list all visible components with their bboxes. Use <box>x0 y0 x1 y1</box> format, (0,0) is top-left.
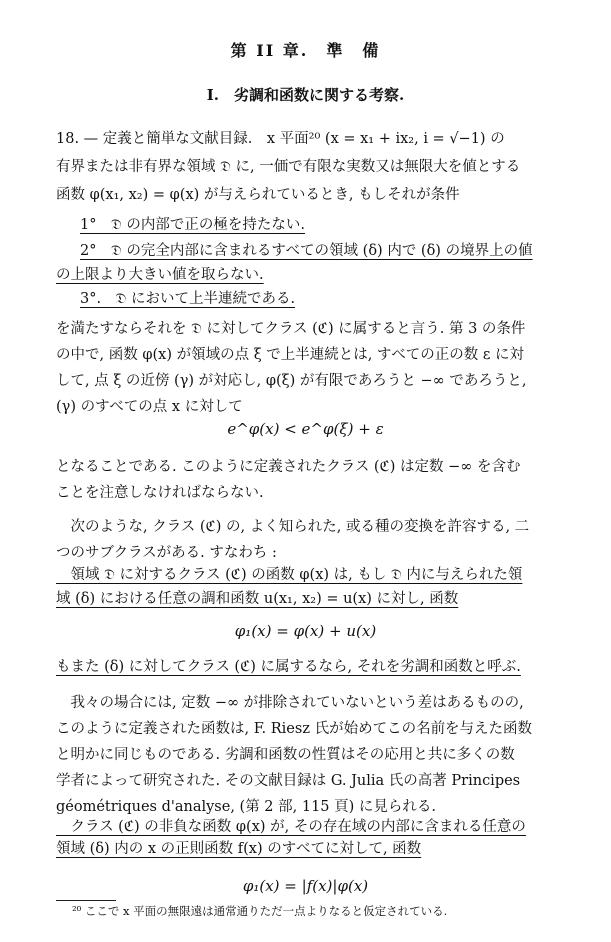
text-line: 領域 𝔇 に対するクラス (ℭ) の函数 φ(x) は, もし 𝔇 内に与えられた領 <box>56 567 523 583</box>
formula: φ₁(x) = φ(x) + u(x) <box>234 622 377 640</box>
text-line: の中で, 函数 φ(x) が領域の点 ξ で上半連続とは, すべての正の数 ε に対 <box>56 347 524 363</box>
text-line: 函数 φ(x₁, x₂) = φ(x) が与えられているとき, もしそれが条件 <box>56 187 460 203</box>
text-line: を満たすならそれを 𝔇 に対してクラス (ℭ) に属すると言う. 第 3 の条件 <box>56 321 526 337</box>
footnote: ²⁰ ここで x 平面の無限遠は通常通りただ一点よりなると仮定されている. <box>72 904 448 918</box>
text-line: もまた (δ) に対してクラス (ℭ) に属するなら, それを劣調和函数と呼ぶ. <box>56 659 521 675</box>
text-line: 我々の場合には, 定数 −∞ が排除されていないという差はあるものの, <box>56 695 524 711</box>
text-line: 2° 𝔇 の完全内部に含まれるすべての領域 (δ) 内で (δ) の境界上の値 <box>80 243 533 259</box>
chapter-title: 第 II 章. 準 備 <box>230 41 381 60</box>
text-line: と明かに同じものである. 劣調和函数の性質はその応用と共に多くの数 <box>56 747 515 763</box>
text-line: 域 (δ) における任意の調和函数 u(x₁, x₂) = u(x) に対し, 函数 <box>56 591 459 607</box>
text-line: クラス (ℭ) の非負な函数 φ(x) が, その存在域の内部に含まれる任意の <box>56 819 526 835</box>
text-line: ことを注意しなければならない. <box>56 485 264 501</box>
text-line: 有界または非有界な領域 𝔇 に, 一価で有限な実数又は無限大を値とする <box>56 159 521 175</box>
text-line: となることである. このように定義されたクラス (ℭ) は定数 −∞ を含む <box>56 459 521 475</box>
text-line: 18. — 定義と簡単な文献目録. x 平面²⁰ (x = x₁ + ix₂, i = √−1) の <box>56 131 505 147</box>
footnote-rule <box>56 900 116 901</box>
text-line: géométriques d'analyse, (第 2 部, 115 頁) に見られる. <box>56 799 437 815</box>
text-line: 1° 𝔇 の内部で正の極を持たない. <box>80 217 305 233</box>
text-line: このように定義された函数は, F. Riesz 氏が始めてこの名前を与えた函数 <box>56 721 533 737</box>
text-line: 3°. 𝔇 において上半連続である. <box>80 291 296 307</box>
text-line: の上限より大きい値を取らない. <box>56 267 264 283</box>
text-line: して, 点 ξ の近傍 (γ) が対応し, φ(ξ) が有限であろうと −∞ であろうと, <box>56 373 527 389</box>
text-line: 領域 (δ) 内の x の正則函数 f(x) のすべてに対して, 函数 <box>56 841 422 857</box>
text-line: つのサブクラスがある. すなわち : <box>56 545 277 561</box>
formula: φ₁(x) = |f(x)|φ(x) <box>242 877 369 895</box>
text-line: (γ) のすべての点 x に対して <box>56 399 243 415</box>
text-line: 次のような, クラス (ℭ) の, よく知られた, 或る種の変換を許容する, 二 <box>56 519 530 535</box>
section-title: I. 劣調和函数に関する考察. <box>206 86 405 104</box>
text-line: 学者によって研究された. その文献目録は G. Julia 氏の高著 Principes <box>56 773 521 789</box>
formula: e^φ(x) < e^φ(ξ) + ε <box>227 420 384 438</box>
